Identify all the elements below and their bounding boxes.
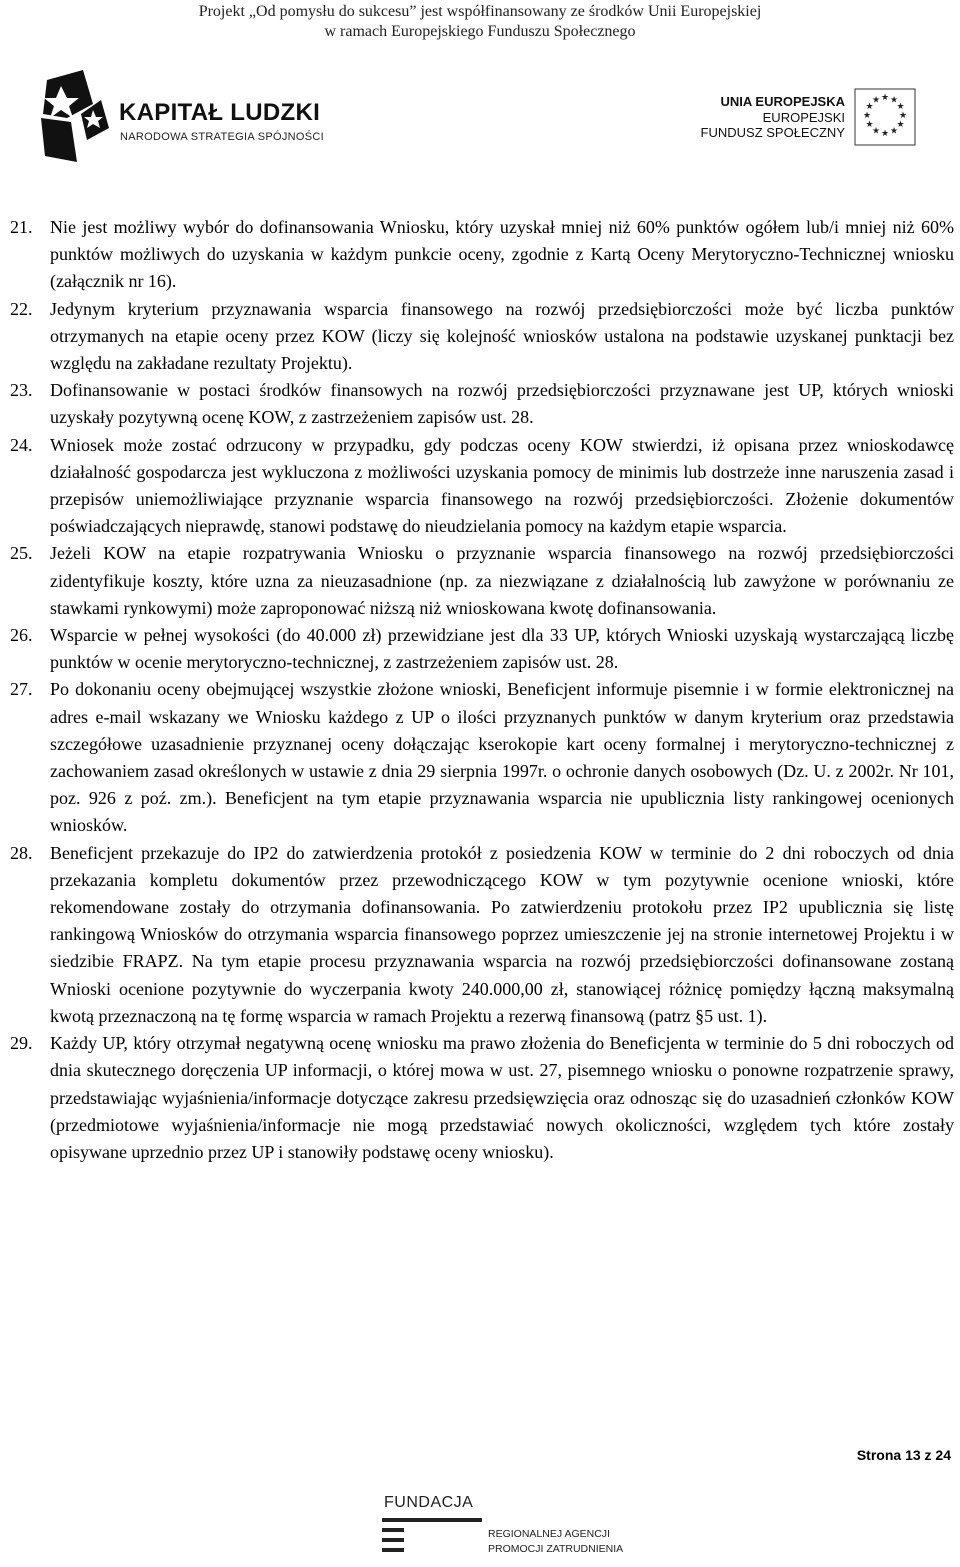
- list-item: [10, 296, 954, 378]
- list-item-text: Każdy UP, który otrzymał negatywną ocenę wniosku ma prawo złożenia do Beneficjenta w terminie do 5 dni roboczych od dnia skutecznego doręczenia UP informacji, o której mowa w ust. 27, pisemnego wniosku o ponowne rozpatrzenie sprawy, przedstawiając wyjaśnienia/informacje dotyczące zakresu przedsięwzięcia oraz odnosząc się do uzasadnień członków KOW (przedmiotowe wyjaśnienia/informacje nie mogą przedstawiać nowych okoliczności, względem tych które zostały opisywane uprzednio przez UP i stanowiły podstawę oceny wniosku).: [50, 1033, 954, 1162]
- footer-logo-line2: REGIONALNEJ AGENCJI: [488, 1528, 610, 1540]
- list-item: [10, 540, 954, 622]
- list-item-number: 24.: [10, 434, 33, 455]
- kapital-ludzki-mark-icon: [37, 70, 117, 162]
- list-item-number: 28.: [10, 842, 33, 863]
- svg-text:★: ★: [889, 126, 899, 137]
- list-item-text: Wniosek może zostać odrzucony w przypadku, gdy podczas oceny KOW stwierdzi, iż opisana przez wnioskodawcę działalność gospodarcza jest wykluczona z możliwości uzyskania pomocy de minimis lub dostrzeże inne naruszenia zasad i przepisów uniemożliwiające przyznanie wsparcia finansowego na rozwój przedsiębiorczości. Złożenie dokumentów poświadczających nieprawdę, stanowi podstawę do nieudzielania pomocy na każdym etapie wsparcia.: [50, 434, 954, 537]
- list-item-number: 29.: [10, 1033, 33, 1054]
- eu-logo-line3: FUNDUSZ SPOŁECZNY: [700, 125, 845, 140]
- kapital-ludzki-logo: [37, 70, 327, 162]
- svg-text:★: ★: [871, 95, 881, 106]
- list-item-number: 22.: [10, 298, 33, 319]
- eu-logo-line1: UNIA EUROPEJSKA: [720, 94, 845, 109]
- header-project-line: Projekt „Od pomysłu do sukcesu” jest współfinansowany ze środków Unii Europejskiej: [198, 3, 762, 20]
- list-item: [10, 676, 954, 839]
- list-item-text: Jeżeli KOW na etapie rozpatrywania Wniosku o przyznanie wsparcia finansowego na rozwój przedsiębiorczości zidentyfikuje koszty, które uzna za nieuzasadnione (np. za niezwiązane z działalnością lub zawyżone w porównaniu ze stawkami rynkowymi) może zaproponować niższą niż wnioskowana kwotę dofinansowania.: [50, 543, 954, 618]
- kapital-ludzki-name: KAPITAŁ LUDZKI: [119, 99, 321, 126]
- list-item-text: Wsparcie w pełnej wysokości (do 40.000 zł) przewidziane jest dla 33 UP, których Wnioski uzyskają wystarczającą liczbę punktów w ocenie merytoryczno-technicznej, z zastrzeżeniem zapisów ust. 28.: [50, 625, 954, 673]
- footer-logo-line1: FUNDACJA: [384, 1494, 474, 1511]
- list-item: [10, 214, 954, 296]
- list-item-text: Beneficjent przekazuje do IP2 do zatwierdzenia protokół z posiedzenia KOW w terminie do 2 dni roboczych od dnia przekazania kompletu dokumentów przez przewodniczącego KOW w tym pozytywnie ocenione wnioski, które rekomendowane zostały do otrzymania dofinansowania. Po zatwierdzeniu protokołu przez IP2 upublicznia się listę rankingową Wniosków do otrzymania wsparcia finansowego poprzez umieszczenie jej na stronie internetowej Projektu i w siedzibie FRAPZ. Na tym etapie procesu przyznawania wsparcia na rozwój przedsiębiorczości dofinansowane zostaną Wnioski ocenione pozytywnie do wyczerpania kwoty 240.000,00 zł, stanowiącej różnicę pomiędzy łączną maksymalną kwotą przeznaczoną na tę formę wsparcia w ramach Projektu a rezerwą finansową (patrz §5 ust. 1).: [50, 842, 954, 1026]
- header-fund-line: w ramach Europejskiego Funduszu Społecznego: [324, 23, 636, 40]
- list-item: [10, 1030, 954, 1166]
- list-item-number: 21.: [10, 217, 33, 237]
- list-item: [10, 377, 954, 431]
- svg-text:★: ★: [871, 126, 881, 137]
- regulation-points-list: [10, 214, 954, 1166]
- eu-flag-stars-icon: [854, 88, 916, 146]
- eu-logo-line2: EUROPEJSKI: [762, 110, 845, 125]
- svg-text:★: ★: [862, 111, 872, 121]
- svg-text:★: ★: [889, 95, 899, 106]
- list-item-number: 23.: [10, 380, 33, 401]
- frapz-logo-icon: [382, 1518, 482, 1556]
- list-item-number: 25.: [10, 543, 33, 564]
- svg-text:★: ★: [896, 120, 905, 130]
- list-item: [10, 432, 954, 541]
- list-item-text: Jedynym kryterium przyznawania wsparcia finansowego na rozwój przedsiębiorczości może być liczba punktów otrzymanych na etapie oceny przez KOW (liczy się kolejność wniosków ustalona na podstawie uzyskanej punktacji bez względu na zakładane rezultaty Projektu).: [50, 298, 954, 374]
- list-item-text: Nie jest możliwy wybór do dofinansowania Wniosku, który uzyskał mniej niż 60% punktów ogółem lub/i mniej niż 60% punktów możliwych do uzyskania w każdym punkcie oceny, zgodnie z Kartą Oceny Merytoryczno-Technicznej wniosku (załącznik nr 16).: [50, 217, 954, 292]
- footer-logo-line3: PROMOCJI ZATRUDNIENIA: [488, 1543, 624, 1555]
- list-item-number: 26.: [10, 625, 33, 646]
- page-number: Strona 13 z 24: [856, 1447, 951, 1463]
- svg-text:★: ★: [880, 129, 890, 139]
- list-item: [10, 622, 954, 676]
- frapz-logo: [380, 1490, 640, 1565]
- eu-logo: [660, 94, 930, 142]
- svg-text:★: ★: [880, 93, 890, 103]
- list-item-text: Po dokonaniu oceny obejmującej wszystkie złożone wnioski, Beneficjent informuje pisemnie i w formie elektronicznej na adres e-mail wskazany we Wniosku każdego z UP o ilości przyznanych punktów w danym kryterium oraz przedstawia szczegółowe uzasadnienie przyznanej oceny dołączając kserokopie kart oceny formalnej i merytoryczno-technicznej z zachowaniem zasad określonych w ustawie z dnia 29 sierpnia 1997r. o ochronie danych osobowych (Dz. U. z 2002r. Nr 101, poz. 926 z poź. zm.). Beneficjent na tym etapie przyznawania wsparcia nie upublicznia listy rankingowej ocenionych wniosków.: [50, 679, 954, 836]
- svg-text:★: ★: [865, 102, 874, 112]
- list-item-number: 27.: [10, 679, 33, 700]
- svg-text:★: ★: [865, 120, 874, 130]
- svg-text:★: ★: [898, 111, 908, 121]
- list-item: [10, 840, 954, 1030]
- svg-text:★: ★: [896, 102, 905, 112]
- list-item-text: Dofinansowanie w postaci środków finansowych na rozwój przedsiębiorczości przyznawane jest UP, których wnioski uzyskały pozytywną ocenę KOW, z zastrzeżeniem zapisów ust. 28.: [50, 380, 954, 428]
- kapital-ludzki-tagline: NARODOWA STRATEGIA SPÓJNOŚCI: [120, 131, 324, 143]
